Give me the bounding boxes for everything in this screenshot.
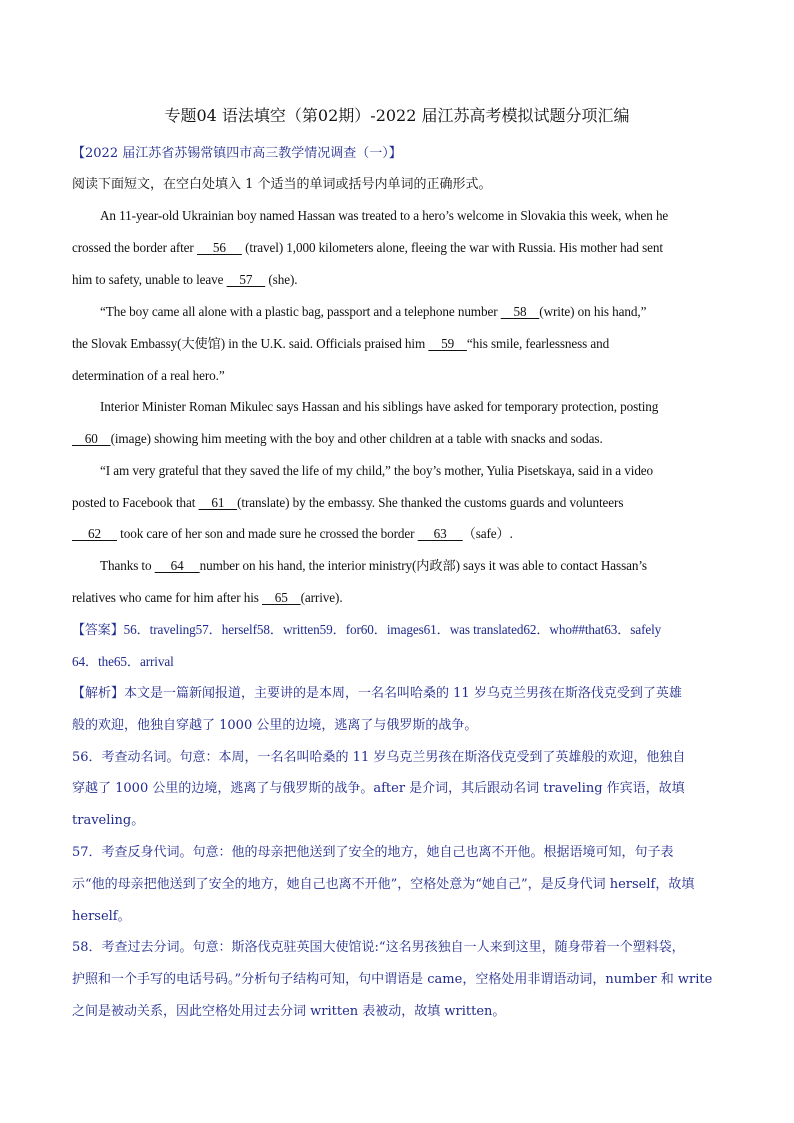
answer-label: 【答案】: [72, 622, 124, 637]
answer-line: 64．the65．arrival: [72, 654, 174, 669]
passage-line: the Slovak Embassy(大使馆) in the U.K. said. Officials praised him 59 “his smile, fearlessness and: [72, 334, 722, 354]
analysis-line: herself。: [72, 909, 131, 924]
blank-62: 62: [72, 526, 117, 541]
instruction-text: 阅读下面短文，在空白处填入 1 个适当的单词或括号内单词的正确形式。: [72, 177, 492, 192]
analysis-label: 【解析】: [72, 686, 125, 701]
analysis-line: 护照和一个手写的电话号码。”分析句子结构可知，句中谓语是 came，空格处用非谓语动词，number 和 write: [72, 972, 713, 987]
passage-line: Interior Minister Roman Mikulec says Hassan and his siblings have asked for temporary protection, posting: [100, 399, 659, 414]
blank-64: 64: [154, 558, 200, 573]
source-heading: 【2022 届江苏省苏锡常镇四市高三教学情况调查（一）】: [72, 146, 402, 161]
passage-line: “I am very grateful that they saved the life of my child,” the boy’s mother, Yulia Pisetskaya, said in a video: [100, 463, 654, 478]
passage-line: Thanks to 64 number on his hand, the interior ministry(内政部) says it was able to contact Hassan’s: [100, 556, 722, 576]
blank-56: 56: [196, 240, 242, 255]
passage-line: relatives who came for him after his 65 (arrive).: [72, 588, 722, 608]
passage-line: 62 took care of her son and made sure he crossed the border 63 （safe）.: [72, 524, 722, 544]
analysis-line: 穿越了 1000 公里的边境，逃离了与俄罗斯的战争。after 是介词，其后跟动名词 traveling 作宾语，故填: [72, 781, 685, 796]
blank-63: 63: [417, 526, 463, 541]
blank-57: 57: [226, 272, 266, 287]
blank-65: 65: [262, 590, 301, 605]
blank-59: 59: [428, 336, 467, 351]
page-title: 专题04 语法填空（第02期）-2022 届江苏高考模拟试题分项汇编: [164, 106, 630, 125]
passage-line: 60 (image) showing him meeting with the boy and other children at a table with snacks and sodas.: [72, 429, 722, 449]
passage-line: determination of a real hero.”: [72, 368, 225, 383]
analysis-line: 58．考查过去分词。句意：斯洛伐克驻英国大使馆说:“这名男孩独自一人来到这里，随身带着一个塑料袋，: [72, 940, 685, 955]
analysis-line: 之间是被动关系，因此空格处用过去分词 written 表被动，故填 written。: [72, 1004, 506, 1019]
analysis-line: traveling。: [72, 813, 145, 828]
blank-58: 58: [500, 304, 540, 319]
analysis-line: 般的欢迎，他独自穿越了 1000 公里的边境，逃离了与俄罗斯的战争。: [72, 718, 478, 733]
analysis-line: 示“他的母亲把他送到了安全的地方，她自己也离不开他”，空格处意为“她自己”，是反身代词 herself，故填: [72, 877, 695, 892]
analysis-line: 56．考查动名词。句意：本周，一名名叫哈桑的 11 岁乌克兰男孩在斯洛伐克受到了英雄般的欢迎，他独自: [72, 750, 686, 765]
passage-line: An 11-year-old Ukrainian boy named Hassan was treated to a hero’s welcome in Slovakia this week, when he: [100, 208, 669, 223]
passage-line: crossed the border after 56 (travel) 1,000 kilometers alone, fleeing the war with Russia. His mother had sent: [72, 238, 722, 258]
analysis-line: 57．考查反身代词。句意：他的母亲把他送到了安全的地方，她自己也离不开他。根据语境可知，句子表: [72, 845, 674, 860]
analysis-line: 【解析】本文是一篇新闻报道，主要讲的是本周，一名名叫哈桑的 11 岁乌克兰男孩在斯洛伐克受到了英雄: [72, 686, 682, 701]
passage-line: posted to Facebook that 61 (translate) by the embassy. She thanked the customs guards and volunteers: [72, 493, 722, 513]
passage-line: him to safety, unable to leave 57 (she).: [72, 270, 722, 290]
answer-line: 【答案】56．traveling57．herself58．written59．for60．images61．was translated62．who##that63．safely: [72, 622, 662, 637]
blank-61: 61: [198, 495, 238, 510]
blank-60: 60: [72, 431, 111, 446]
passage-line: “The boy came all alone with a plastic bag, passport and a telephone number 58 (write) on his hand,”: [100, 302, 722, 322]
